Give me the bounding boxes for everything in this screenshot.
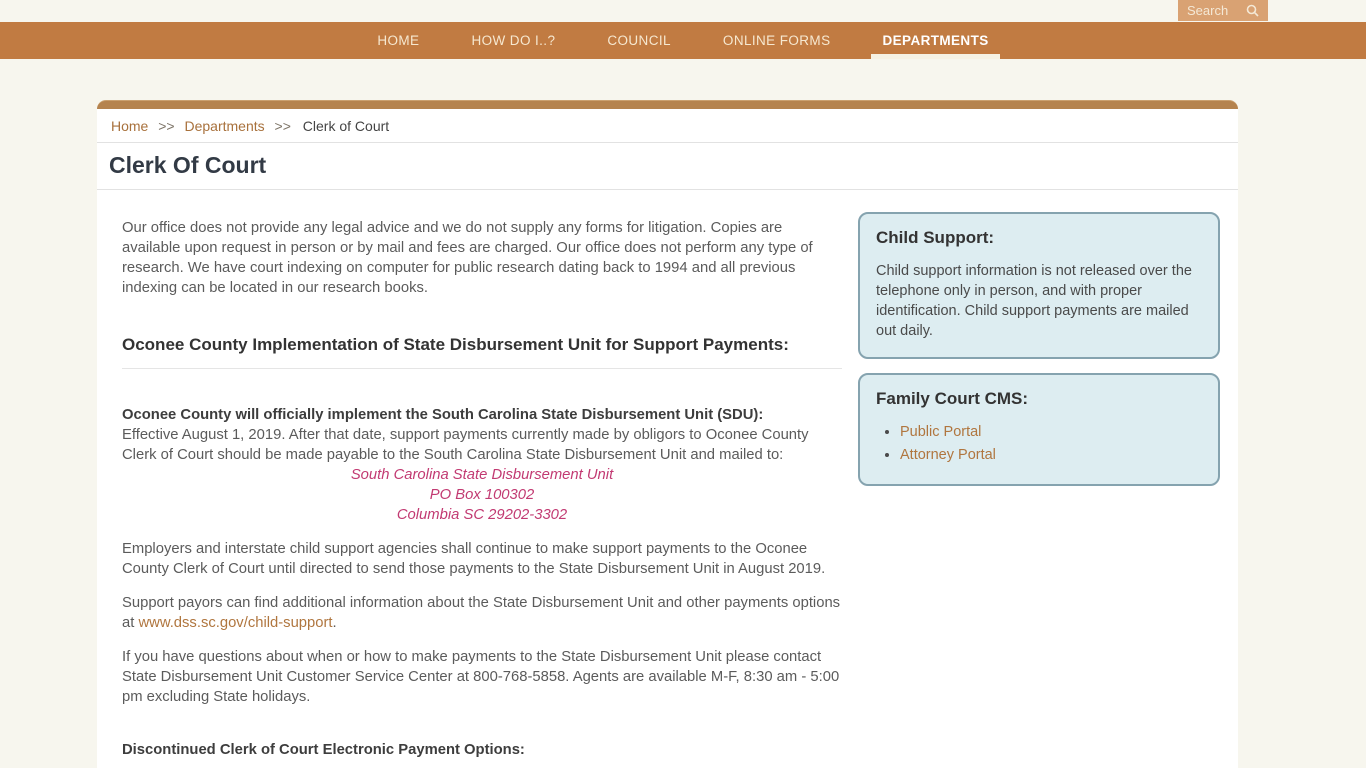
payors-paragraph — [122, 593, 842, 633]
questions-paragraph: If you have questions about when or how to make payments to the State Disbursement Unit please contact State Disbursement Unit Customer Service Center at 800-768-5858. Agents are available M-F, 8:30 am - 5:00 pm excluding State holidays. — [122, 649, 840, 705]
card-top-bar — [97, 100, 1238, 109]
child-support-text: Child support information is not released over the telephone only in person, and with proper identification. Child support payments are mailed out daily. — [876, 263, 1192, 339]
content-card — [97, 100, 1238, 768]
list-item — [900, 422, 1202, 443]
discontinued-heading: Discontinued Clerk of Court Electronic Payment Options: — [122, 742, 525, 758]
sdu-bold-line: Oconee County will officially implement the South Carolina State Disbursement Unit (SDU): — [122, 407, 764, 423]
search-icon[interactable] — [1246, 4, 1259, 17]
top-strip — [0, 0, 1366, 22]
public-portal-link[interactable]: Public Portal — [900, 424, 982, 440]
breadcrumb — [97, 109, 1238, 143]
main-nav — [0, 22, 1366, 59]
breadcrumb-home-link[interactable]: Home — [111, 118, 149, 134]
breadcrumb-separator: >> — [274, 118, 291, 134]
payors-suffix: . — [332, 615, 337, 631]
nav-item-home[interactable]: HOME — [377, 33, 420, 48]
family-court-links-list — [900, 422, 1202, 466]
sdu-address-line2: PO Box 100302 — [429, 487, 535, 503]
sdu-address-line3: Columbia SC 29202-3302 — [396, 507, 568, 523]
list-item — [900, 445, 1202, 466]
search-box[interactable] — [1178, 0, 1268, 21]
intro-paragraph: Our office does not provide any legal advice and we do not supply any forms for litigation. Copies are available upon request in person or by mail and fees are charged. Our office does not perform any type of research. We have court indexing on computer for public research dating back to 1994 and all previous indexing can be located in our research books. — [122, 220, 813, 296]
employers-paragraph: Employers and interstate child support agencies shall continue to make support payments to the Oconee County Clerk of Court until directed to send those payments to the State Disbursement Unit in August 2019. — [122, 541, 826, 577]
nav-item-council[interactable]: COUNCIL — [607, 33, 671, 48]
attorney-portal-link[interactable]: Attorney Portal — [900, 447, 996, 463]
sidebar-column — [858, 212, 1220, 768]
payors-text: Support payors can find additional information about the State Disbursement Unit and other payments options at — [122, 595, 841, 631]
nav-item-online-forms[interactable]: ONLINE FORMS — [722, 33, 831, 48]
content-columns — [97, 190, 1238, 768]
dss-child-support-link[interactable]: www.dss.sc.gov/child-support — [138, 615, 333, 631]
breadcrumb-departments-link[interactable]: Departments — [184, 118, 265, 134]
breadcrumb-separator: >> — [158, 118, 175, 134]
family-court-cms-title: Family Court CMS: — [876, 389, 1029, 408]
main-column — [122, 212, 842, 768]
sdu-effective-text: Effective August 1, 2019. After that date, support payments currently made by obligors to Oconee County Clerk of Court should be made payable to the South Carolina State Disbursement Unit and mailed to: — [122, 427, 809, 463]
family-court-cms-box — [858, 373, 1220, 486]
nav-item-departments[interactable]: DEPARTMENTS — [869, 22, 1001, 59]
breadcrumb-current: Clerk of Court — [302, 118, 390, 134]
search-label: Search — [1187, 3, 1229, 18]
section-heading: Oconee County Implementation of State Disbursement Unit for Support Payments: — [122, 335, 842, 369]
child-support-title: Child Support: — [876, 228, 995, 247]
nav-item-how-do-i[interactable]: HOW DO I..? — [471, 33, 556, 48]
sdu-address-line1: South Carolina State Disbursement Unit — [350, 467, 614, 483]
child-support-box — [858, 212, 1220, 359]
page-title: Clerk Of Court — [109, 152, 267, 178]
sdu-block — [122, 405, 842, 525]
page-title-row — [97, 143, 1238, 190]
card-body — [97, 109, 1238, 768]
